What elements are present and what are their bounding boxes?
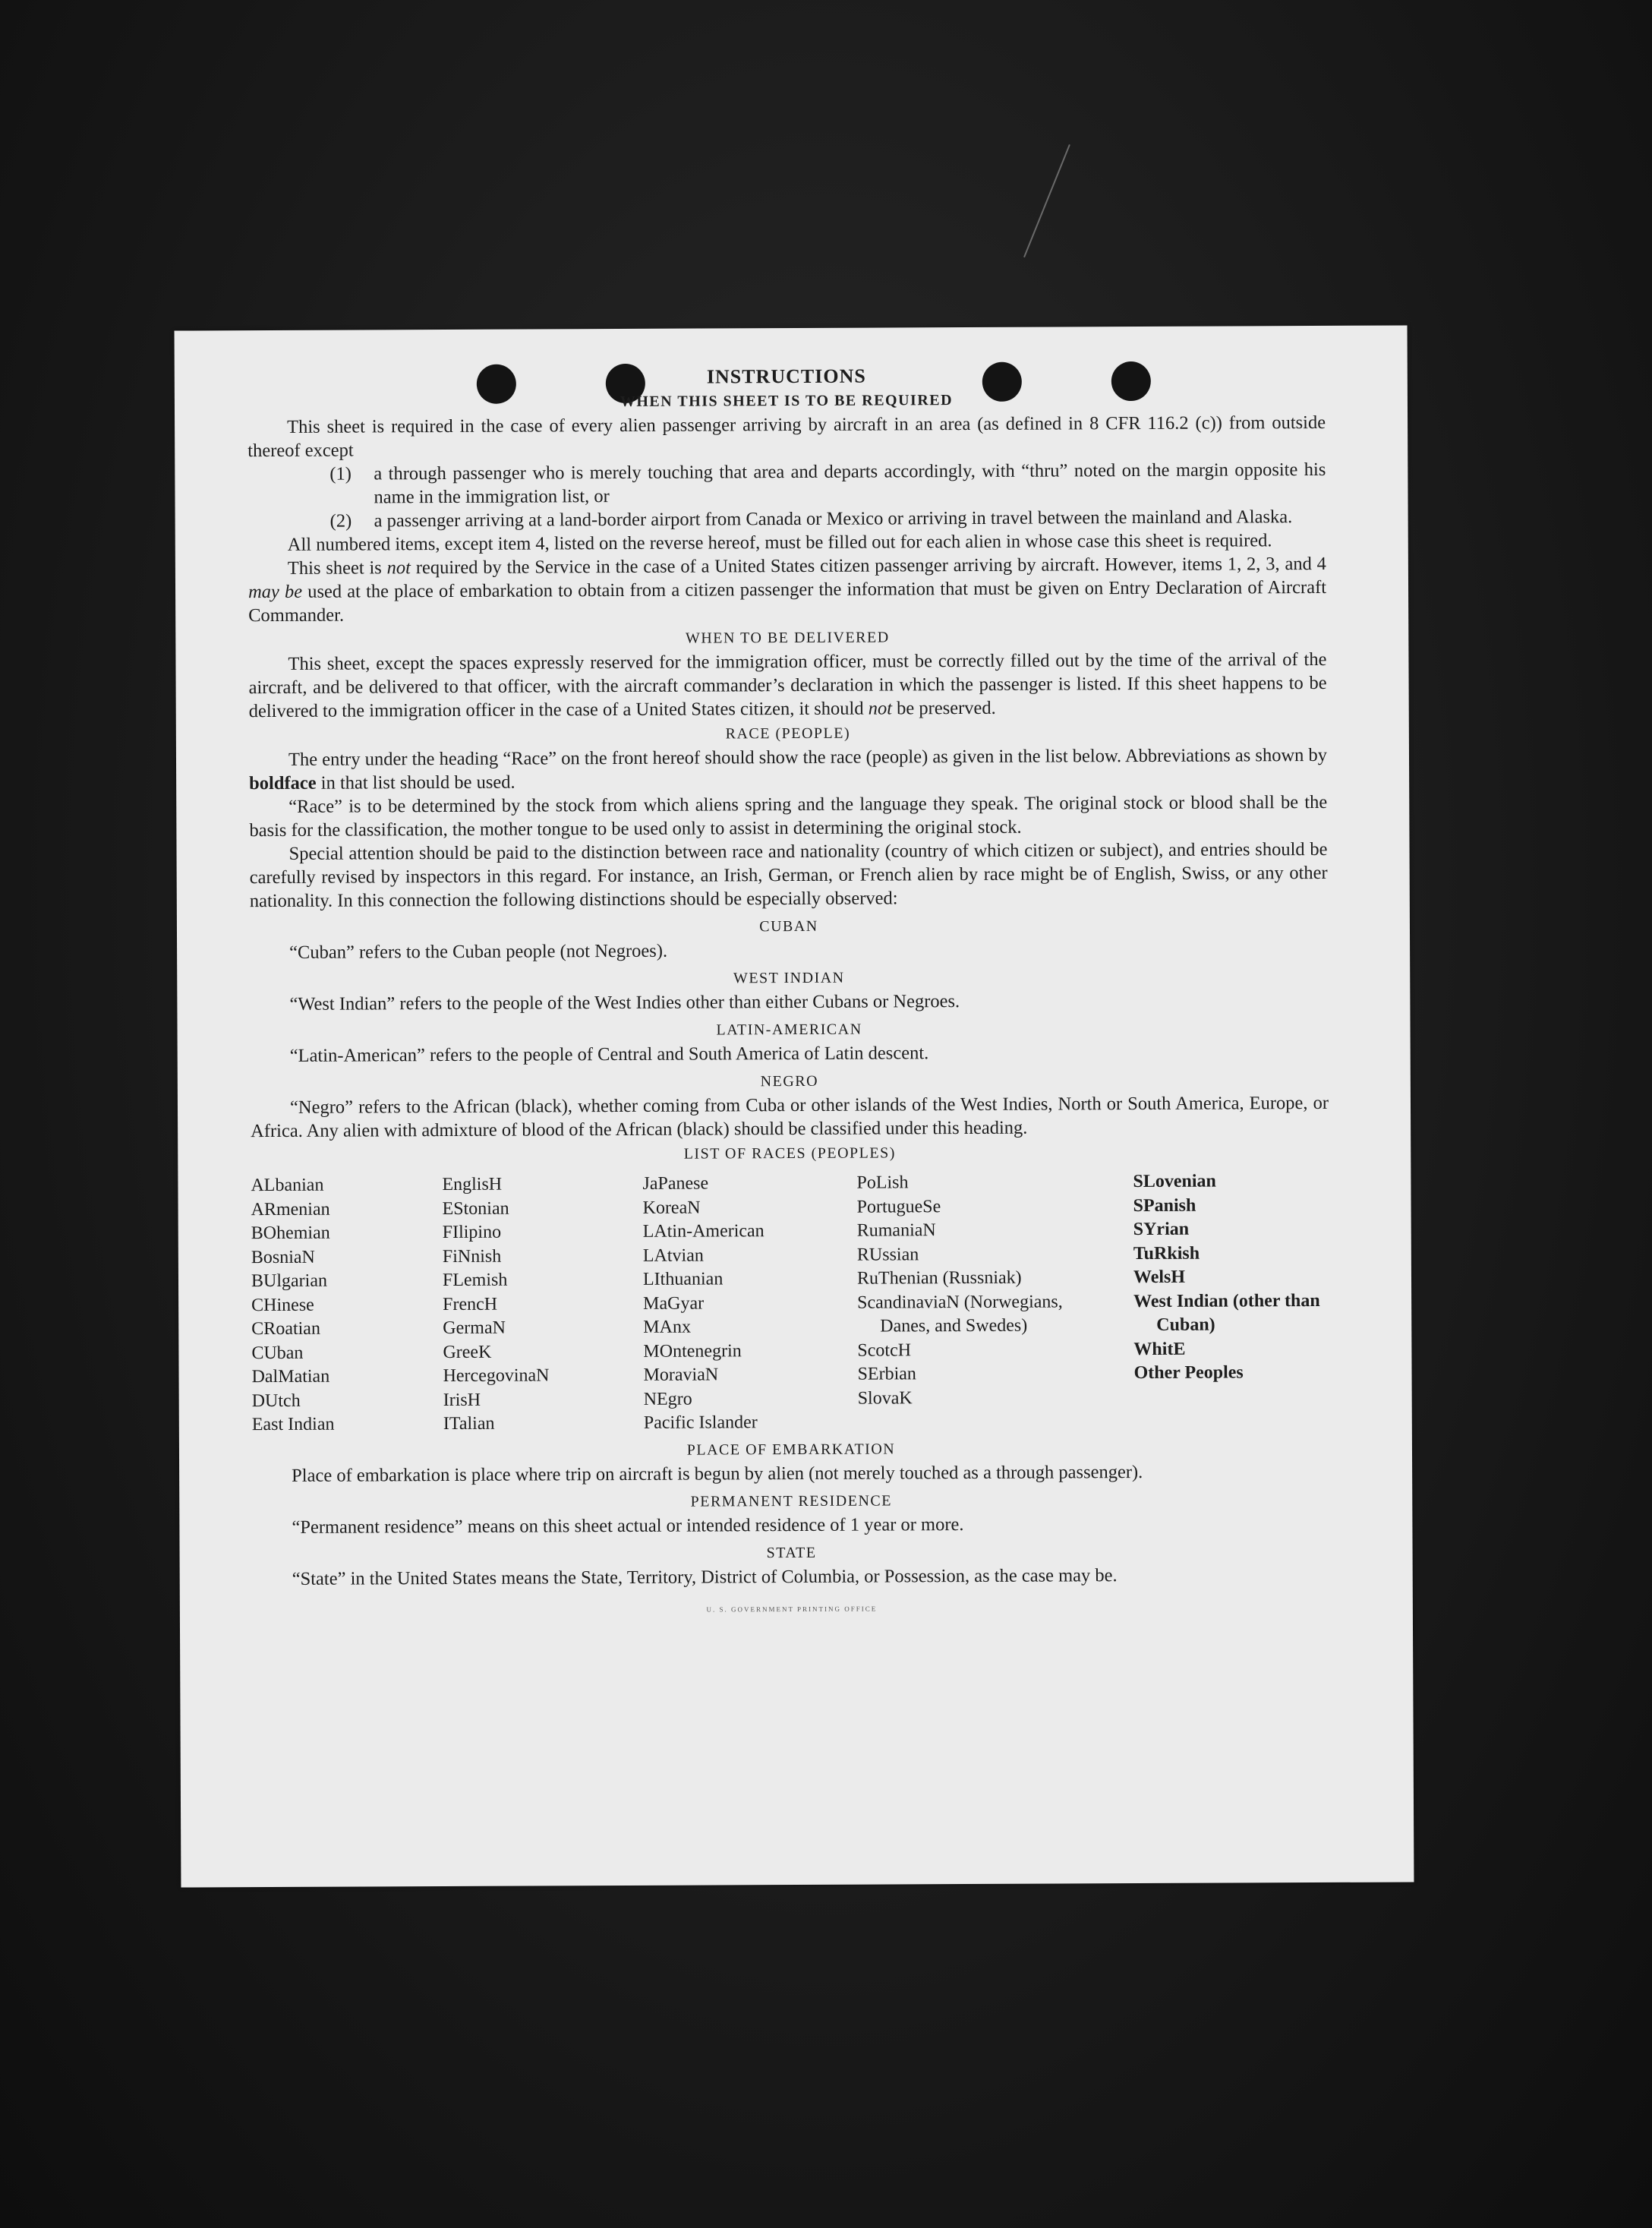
cuban-heading: CUBAN [759,917,818,936]
when-required-heading: WHEN THIS SHEET IS TO BE REQUIRED [620,392,954,410]
state-paragraph: “State” in the United States means the State, Territory, District of Columbia, or Possession, as the case may be. [292,1564,1118,1589]
race-entry: MOntenegrin [643,1340,742,1362]
when-delivered-heading: WHEN TO BE DELIVERED [685,629,890,647]
race-entry: EnglisH [442,1174,503,1195]
race-entry: ScotcH [857,1340,912,1361]
race-entry: ScandinaviaN (Norwegians, Danes, and Swedes) [857,1291,1063,1336]
emphasis-not: not [386,557,411,579]
race-heading: RACE (PEOPLE) [725,724,851,743]
race-entry: MoraviaN [643,1365,719,1385]
race-entry: SErbian [857,1364,916,1384]
race-entry: PortugueSe [856,1196,941,1217]
negro-heading: NEGRO [760,1072,819,1090]
races-column-4 [856,1170,1078,1434]
race-entry: West Indian (other than Cuban) [1133,1290,1320,1335]
race-entry: RumaniaN [856,1220,936,1241]
race-entry: NEgro [643,1389,692,1409]
when-required-intro: This sheet is required in the case of every alien passenger arriving by aircraft in an area (as defined in 8 CFR 116.2 (c)) from outside thereof except [247,412,1326,462]
list-of-races-heading: LIST OF RACES (PEOPLES) [683,1144,896,1163]
races-column-1 [251,1173,443,1437]
race-entry: HercegovinaN [443,1365,550,1387]
race-entry: RUssian [856,1244,919,1265]
race-paragraph-2: “Race” is to be determined by the stock from which aliens spring and the language they speak. The original stock or blood shall be the basis for the classification, the mother tongue to be used only to assist in determining the original stock. [249,791,1328,841]
race-entry: BosniaN [251,1247,315,1267]
race-entry: CUban [251,1343,304,1363]
race-entry: LAtin-American [642,1221,765,1242]
race-entry: WhitE [1133,1339,1186,1359]
races-column-2 [442,1172,644,1437]
race-entry: SPanish [1133,1195,1196,1216]
race-entry: BUlgarian [251,1270,328,1292]
race-entry: MAnx [643,1317,691,1337]
race-paragraph-3: Special attention should be paid to the distinction between race and nationality (country of which citizen or subject), and entries should be carefully revised by inspectors in this regard. For instance, an Irish, German, or French alien by race might be of English, Swiss, or any other nationality. In this connection the following distinctions should be especially observed: [249,838,1328,912]
sheet-content [247,362,1331,1624]
race-entry: CHinese [251,1295,314,1315]
numbered-items-paragraph: All numbered items, except item 4, listed on the reverse hereof, must be filled out for each alien in whose case this sheet is required. [287,530,1272,555]
exception-number: (2) [329,510,352,532]
race-entry: MaGyar [643,1293,705,1314]
race-entry: CRoatian [251,1318,320,1340]
race-entry: Other Peoples [1133,1362,1244,1384]
exception-number: (1) [329,463,352,484]
emphasis-may-be: may be [247,581,303,603]
emphasis-not: not [868,698,893,719]
race-entry: SLovenian [1133,1171,1216,1192]
race-entry: PoLish [856,1172,909,1193]
embarkation-paragraph: Place of embarkation is place where trip on aircraft is begun by alien (not merely touched as a through passenger). [292,1461,1143,1486]
residence-paragraph: “Permanent residence” means on this sheet actual or intended residence of 1 year or more. [292,1513,964,1538]
west-indian-heading: WEST INDIAN [733,969,845,987]
exception-item-1 [247,458,1326,510]
printing-office-imprint: U. S. GOVERNMENT PRINTING OFFICE [706,1605,878,1614]
race-entry: DUtch [251,1390,301,1411]
west-indian-definition: “West Indian” refers to the people of the West Indies other than either Cubans or Negroes. [289,991,960,1015]
residence-heading: PERMANENT RESIDENCE [690,1491,893,1510]
race-entry: GreeK [443,1342,492,1362]
races-column-3 [642,1172,858,1436]
race-entry: EStonian [442,1198,509,1219]
races-column-5 [1133,1169,1330,1434]
race-entry: ARmenian [251,1199,330,1220]
race-entry: FIlipino [442,1222,502,1243]
citizen-paragraph: This sheet is not required by the Service in the case of a United States citizen passenger arriving by aircraft. However, items 1, 2, 3, and 4 may be used at the place of embarkation to obtain from a citizen passenger the information that must be given on Entry Declaration of Aircraft Commander. [247,553,1327,626]
race-entry: WelsH [1133,1267,1186,1288]
race-entry: FiNnish [442,1246,502,1267]
race-entry: SYrian [1133,1219,1190,1240]
race-entry: KoreaN [642,1198,701,1218]
races-list [251,1169,1329,1437]
cuban-definition: “Cuban” refers to the Cuban people (not Negroes). [289,940,668,963]
state-heading: STATE [766,1544,817,1561]
race-entry: RuThenian (Russniak) [856,1267,1022,1289]
latin-american-definition: “Latin-American” refers to the people of Central and South America of Latin descent. [289,1043,929,1066]
page-title: INSTRUCTIONS [706,364,866,388]
race-entry: Pacific Islander [643,1412,758,1433]
race-entry: JaPanese [642,1173,709,1194]
emphasis-boldface: boldface [249,772,317,794]
race-entry: FLemish [442,1270,508,1291]
race-entry: IrisH [443,1390,481,1410]
race-entry: DalMatian [251,1366,330,1387]
race-entry: GermaN [443,1318,506,1339]
race-entry: SlovaK [857,1387,913,1409]
negro-definition: “Negro” refers to the African (black), whether coming from Cuba or other islands of the West Indies, North or South America, Europe, or Africa. Any alien with admixture of blood of the African (black) should be classified under this heading. [251,1092,1329,1142]
exception-text: a through passenger who is merely touching that area and departs accordingly, with “thru” noted on the margin opposite his name in the immigration list, or [374,459,1326,508]
race-entry: ALbanian [251,1175,324,1196]
instruction-sheet [175,325,1414,1887]
race-entry: FrencH [443,1294,498,1314]
race-entry: TuRkish [1133,1243,1200,1264]
race-entry: LAtvian [642,1245,704,1266]
when-delivered-paragraph: This sheet, except the spaces expressly reserved for the immigration officer, must be correctly filled out by the time of the arrival of the aircraft, and be delivered to that officer, with the aircraft commander’s declaration in which the passenger is listed. If this sheet happens to be delivered to the immigration officer in the case of a United States citizen, it should not be preserved. [248,649,1327,722]
latin-american-heading: LATIN-AMERICAN [716,1021,862,1039]
race-entry: BOhemian [251,1223,330,1244]
race-entry: East Indian [251,1414,335,1435]
exception-text: a passenger arriving at a land-border airport from Canada or Mexico or arriving in travel between the mainland and Alaska. [374,507,1293,532]
race-paragraph-1: The entry under the heading “Race” on the front hereof should show the race (people) as given in the list below. Abbreviations as shown by boldface in that list should be used. [249,744,1328,794]
race-entry: LIthuanian [642,1269,724,1289]
race-entry: ITalian [443,1413,495,1434]
embarkation-heading: PLACE OF EMBARKATION [686,1440,896,1459]
